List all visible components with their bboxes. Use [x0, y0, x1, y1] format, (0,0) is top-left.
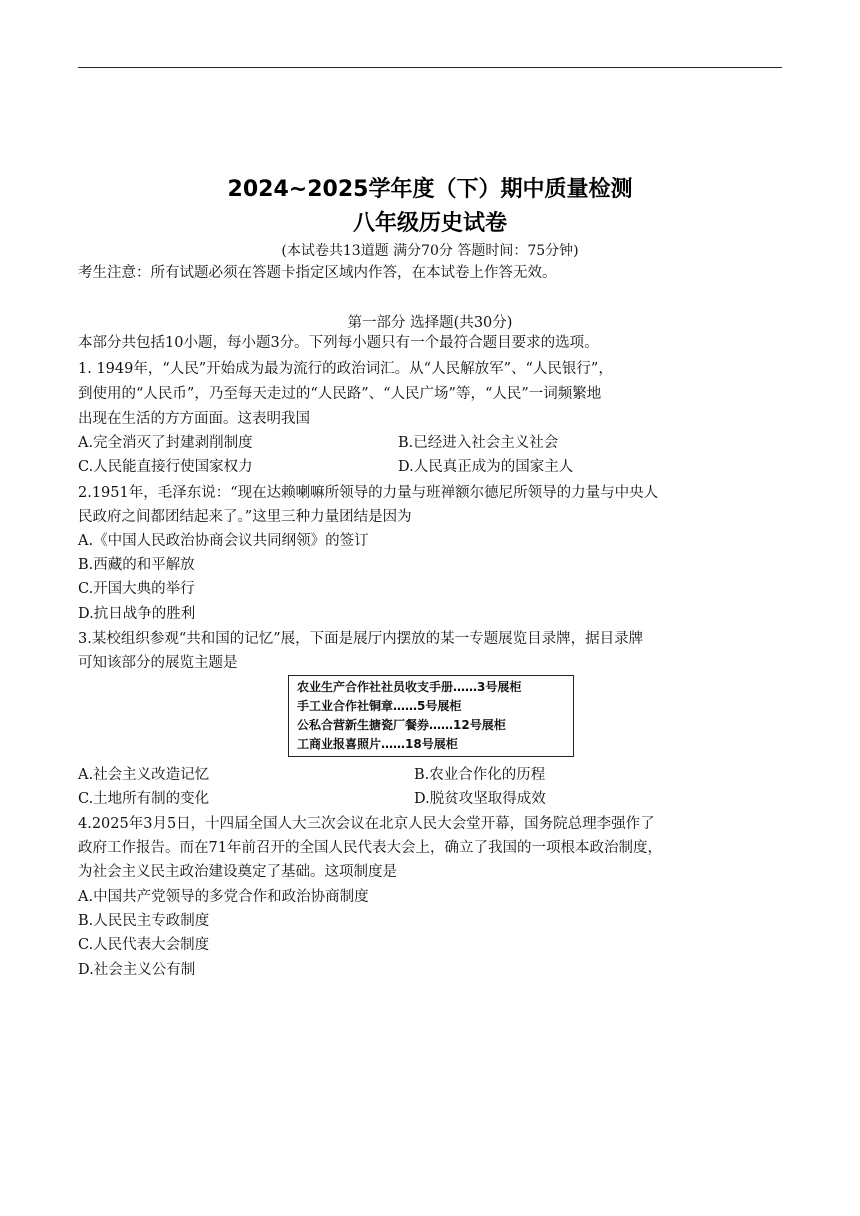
q3-option-d: D.脱贫攻坚取得成效	[414, 791, 546, 807]
q3-option-c: C.土地所有制的变化	[78, 791, 210, 807]
q2-line-1: 2.1951年，毛泽东说：“现在达赖喇嘛所领导的力量与班禅额尔德尼所领导的力量与中央人	[78, 485, 659, 501]
header-rule	[78, 67, 782, 68]
q2-option-a: A.《中国人民政治协商会议共同纲领》的签订	[78, 533, 369, 549]
q3-line-1: 3.某校组织参观“共和国的记忆”展，下面是展厅内摆放的某一专题展览目录牌，据目录牌	[78, 631, 644, 647]
exhibit-item: 工商业报喜照片……18号展柜	[297, 737, 458, 751]
q3-line-2: 可知该部分的展览主题是	[78, 655, 238, 671]
q1-option-d: D.人民真正成为的国家主人	[398, 459, 574, 475]
section-title: 第一部分 选择题(共30分)	[347, 315, 513, 331]
q2-option-c: C.开国大典的举行	[78, 581, 195, 597]
q3-option-b: B.农业合作化的历程	[414, 767, 546, 783]
q4-line-2: 政府工作报告。而在71年前召开的全国人民代表大会上，确立了我国的一项根本政治制度，	[78, 840, 662, 856]
q1-option-b: B.已经进入社会主义社会	[398, 435, 559, 451]
q1-line-3: 出现在生活的方方面面。这表明我国	[78, 411, 310, 427]
exhibit-item: 手工业合作社铜章……5号展柜	[297, 699, 462, 713]
exam-subtitle: 八年级历史试卷	[352, 211, 507, 236]
q4-option-b: B.人民民主专政制度	[78, 913, 210, 929]
exam-notice: 考生注意：所有试题必须在答题卡指定区域内作答，在本试卷上作答无效。	[78, 265, 557, 281]
exam-meta: (本试卷共13道题 满分70分 答题时间：75分钟)	[281, 243, 579, 259]
exam-title: 2024~2025学年度（下）期中质量检测	[227, 177, 633, 202]
q4-option-c: C.人民代表大会制度	[78, 937, 210, 953]
q1-option-a: A.完全消灭了封建剥削制度	[78, 435, 253, 451]
q4-line-3: 为社会主义民主政治建设奠定了基础。这项制度是	[78, 864, 397, 880]
q2-option-d: D.抗日战争的胜利	[78, 606, 196, 622]
q4-option-a: A.中国共产党领导的多党合作和政治协商制度	[78, 889, 369, 905]
q2-line-2: 民政府之间都团结起来了。”这里三种力量团结是因为	[78, 509, 412, 525]
q2-option-b: B.西藏的和平解放	[78, 557, 195, 573]
q4-option-d: D.社会主义公有制	[78, 962, 196, 978]
q3-option-a: A.社会主义改造记忆	[78, 767, 210, 783]
q1-line-2: 到使用的“人民币”，乃至每天走过的“人民路”、“人民广场”等，“人民”一词频繁地	[78, 386, 602, 402]
q4-line-1: 4.2025年3月5日，十四届全国人大三次会议在北京人民大会堂开幕，国务院总理李强作了	[78, 816, 655, 832]
exhibit-item: 公私合营新生搪瓷厂餐券……12号展柜	[297, 718, 506, 732]
exhibit-catalog-board	[288, 675, 574, 757]
q1-line-1: 1. 1949年，“人民”开始成为最为流行的政治词汇。从“人民解放军”、“人民银行”，	[78, 361, 613, 377]
section-intro: 本部分共包括10小题，每小题3分。下列每小题只有一个最符合题目要求的选项。	[78, 335, 599, 351]
q1-option-c: C.人民能直接行使国家权力	[78, 459, 253, 475]
exhibit-item: 农业生产合作社社员收支手册……3号展柜	[297, 680, 522, 694]
